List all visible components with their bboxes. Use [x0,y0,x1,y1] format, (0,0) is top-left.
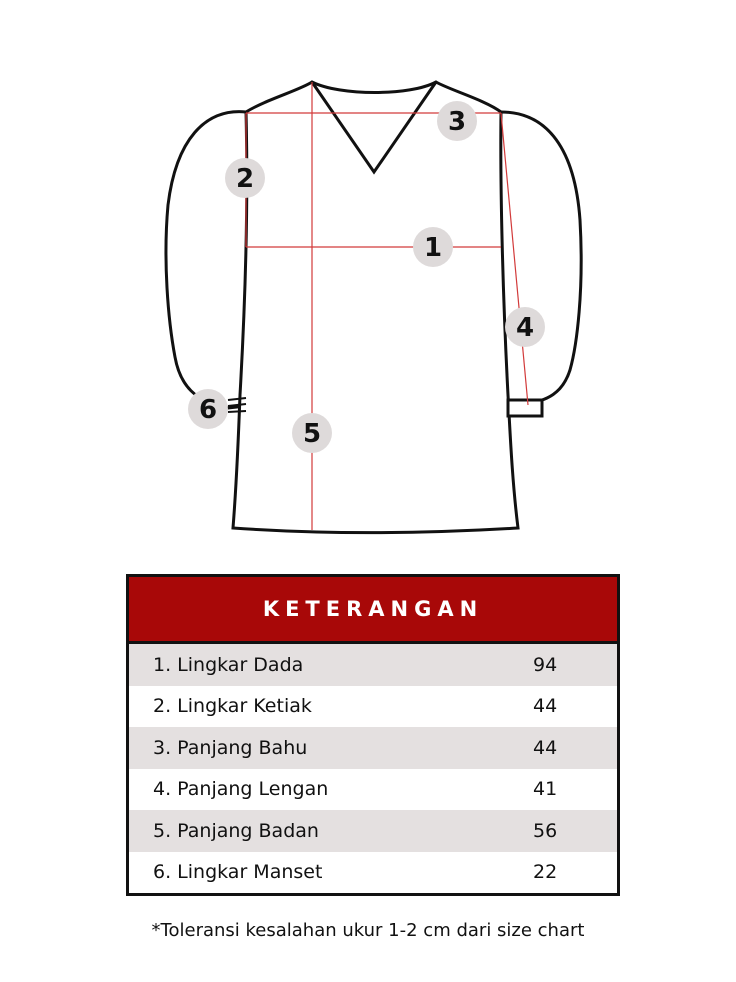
svg-text:6: 6 [198,395,218,425]
svg-text:5: 5 [302,419,322,449]
marker-5 [292,413,332,453]
svg-text:1: 1 [423,233,443,263]
marker-6 [188,389,228,429]
marker-3 [437,101,477,141]
row-label: 3. Panjang Bahu [153,736,308,759]
svg-text:4: 4 [515,313,535,343]
row-value: 94 [533,653,558,676]
size-table [126,574,620,896]
shirt-body [233,82,518,533]
row-label: 4. Panjang Lengan [153,778,329,801]
marker-1 [413,227,453,267]
marker-4 [505,307,545,347]
row-value: 56 [533,819,558,842]
row-value: 44 [533,736,558,759]
row-value: 22 [533,861,558,884]
row-label: 2. Lingkar Ketiak [153,695,312,718]
left-sleeve [166,112,246,408]
table-row [129,810,617,852]
row-value: 41 [533,778,558,801]
table-row [129,686,617,728]
svg-text:3: 3 [447,107,467,137]
row-value: 44 [533,695,558,718]
svg-text:2: 2 [235,164,255,194]
table-rows [129,644,617,893]
table-row [129,852,617,894]
row-label: 6. Lingkar Manset [153,861,323,884]
right-cuff [508,400,542,416]
marker-2 [225,158,265,198]
table-row [129,769,617,811]
table-row [129,644,617,686]
row-label: 5. Panjang Badan [153,819,319,842]
table-header: KETERANGAN [129,577,617,644]
row-label: 1. Lingkar Dada [153,653,304,676]
right-sleeve [501,112,581,404]
footnote: *Toleransi kesalahan ukur 1-2 cm dari size chart [151,920,585,941]
table-row [129,727,617,769]
